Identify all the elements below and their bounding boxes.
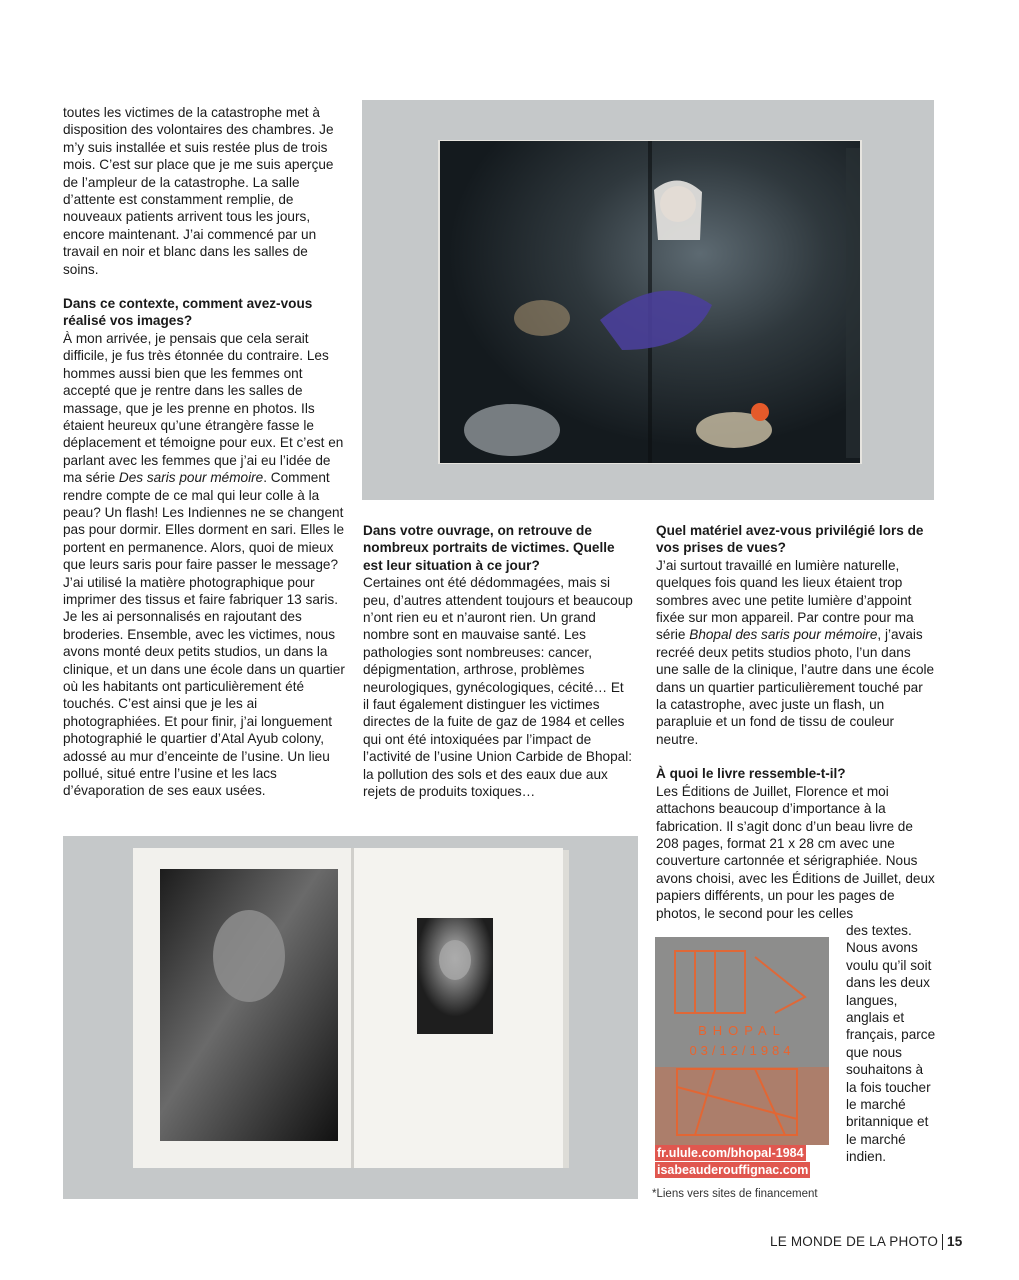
cover-date: 03/12/1984: [689, 1043, 795, 1058]
body-paragraph: J’ai surtout travaillé en lumière naturelle, quelques fois quand les lieux étaient trop sombres avec une petite lumière d’appoint fixée sur mon appareil. Par contre pour ma série Bhopal des saris pour mémoire, j’avais recréé deux petits studios photo, l’un dans une salle de la clinique, l’autre dans une école dans un quartier particulièrement touché par la catastrophe, avec juste un flash, un parapluie et un fond de tissu de couleur neutre.: [656, 557, 935, 747]
body-paragraph: Certaines ont été dédommagées, mais si peu, d’autres attendent toujours et beaucoup n’ont rien eu et n’auront rien. Un grand nombre sont en mauvaise santé. Les pathologies sont nombreuses: cancer, dépigmentation, arthrose, problèmes neurologiques, gynécologiques, cécité… Et il faut également distinguer les victimes directes de la fuite de gaz de 1984 et celles qui ont été intoxiquées par l’impact de l’activité de l’usine Union Carbide de Bhopal: la pollution des sols et des eaux due aux rejets de produits toxiques…: [363, 575, 633, 800]
book-cover: [655, 937, 829, 1145]
article-column-3-wrap: [846, 922, 936, 1166]
body-paragraph: Les Éditions de Juillet, Florence et moi attachons beaucoup d’importance à la fabrication. Il s’agit donc d’un beau livre de 208 pages, format 21 x 28 cm avec une couverture cartonnée et sérigraphiée. Nous avons choisi, avec les Éditions de Juillet, deux papiers différents, un pour les pages de photos, le second pour les celles: [656, 783, 935, 921]
cover-title: BHOPAL: [698, 1023, 786, 1038]
book-spread-photo-bw: [63, 836, 638, 1199]
series-title: Des saris pour mémoire: [118, 470, 264, 486]
magazine-name: LE MONDE DE LA PHOTO: [770, 1234, 939, 1249]
page-footer: [770, 1234, 962, 1250]
body-paragraph: toutes les victimes de la catastrophe met à disposition des volontaires des chambres. Je m’y suis installée et suis restée plus de trois mois. C’est sur place que je me suis aperçue de l’ampleur de la catastrophe. La salle d’attente est constamment remplie, de nouveaux patients arrivent tous les jours, encore maintenant. J’ai commencé par un travail en noir et blanc dans les salles de soins.: [63, 105, 334, 277]
article-column-1: [63, 104, 346, 800]
article-column-3: [656, 522, 936, 922]
book-spread-illustration: [63, 836, 638, 1199]
interview-question: Dans votre ouvrage, on retrouve de nombreux portraits de victimes. Quelle est leur situation à ce jour?: [363, 523, 615, 573]
series-title: Bhopal des saris pour mémoire: [689, 627, 878, 643]
website-link[interactable]: isabeauderouffignac.com: [657, 1163, 809, 1177]
body-paragraph: À mon arrivée, je pensais que cela serait difficile, je fus très étonnée du contraire. Les hommes aussi bien que les femmes ont accepté que je rentre dans les salles de massage, que je les prenne en photos. Ils étaient heureux qu’une étrangère fasse le déplacement et témoigne pour eux. Et c’est en parlant avec les femmes que j’ai eu l’idée de ma série Des saris pour mémoire. Comment rendre compte de ce mal qui leur colle à la peau? Un flash! Les Indiennes ne se changent pas pour dormir. Elles dorment en sari. Elles le portent en permanence. Alors, quoi de mieux que leurs saris pour faire passer le message? J’ai utilisé la matière photographique pour imprimer des tissus et faire fabriquer 13 saris. Je les ai personnalisés en rajoutant des broderies. Ensemble, avec les victimes, nous avons monté deux petits studios, un dans la clinique, et un dans une école dans un quartier où les habitants ont particulièrement été touchés. C’est ainsi que je les ai photographiées. Et pour finir, j’ai longuement photographié le quartier d’Atal Ayub colony, adossé au mur d’enceinte de l’usine. Un lieu pollué, situé entre l’usine et les lacs d’évaporation de ses eaux usées.: [63, 330, 345, 799]
book-spread-photo-color: [362, 100, 934, 500]
body-paragraph: des textes. Nous avons voulu qu’il soit dans les deux langues, anglais et français, parce que nous souhaitons à la fois toucher le marché britannique et le marché indien.: [846, 923, 936, 1165]
interview-question: Quel matériel avez-vous privilégié lors de vos prises de vues?: [656, 523, 924, 556]
crowdfunding-link[interactable]: fr.ulule.com/bhopal-1984: [657, 1146, 804, 1160]
footer-divider: [942, 1234, 943, 1250]
article-column-2: [363, 522, 633, 801]
links-footnote: *Liens vers sites de financement: [652, 1188, 818, 1200]
book-cover-illustration: [655, 937, 829, 1145]
page-number: 15: [947, 1234, 963, 1249]
interview-question: Dans ce contexte, comment avez-vous réalisé vos images?: [63, 296, 313, 329]
interview-question: À quoi le livre ressemble-t-il?: [656, 766, 846, 782]
book-spread-illustration: [362, 100, 934, 500]
